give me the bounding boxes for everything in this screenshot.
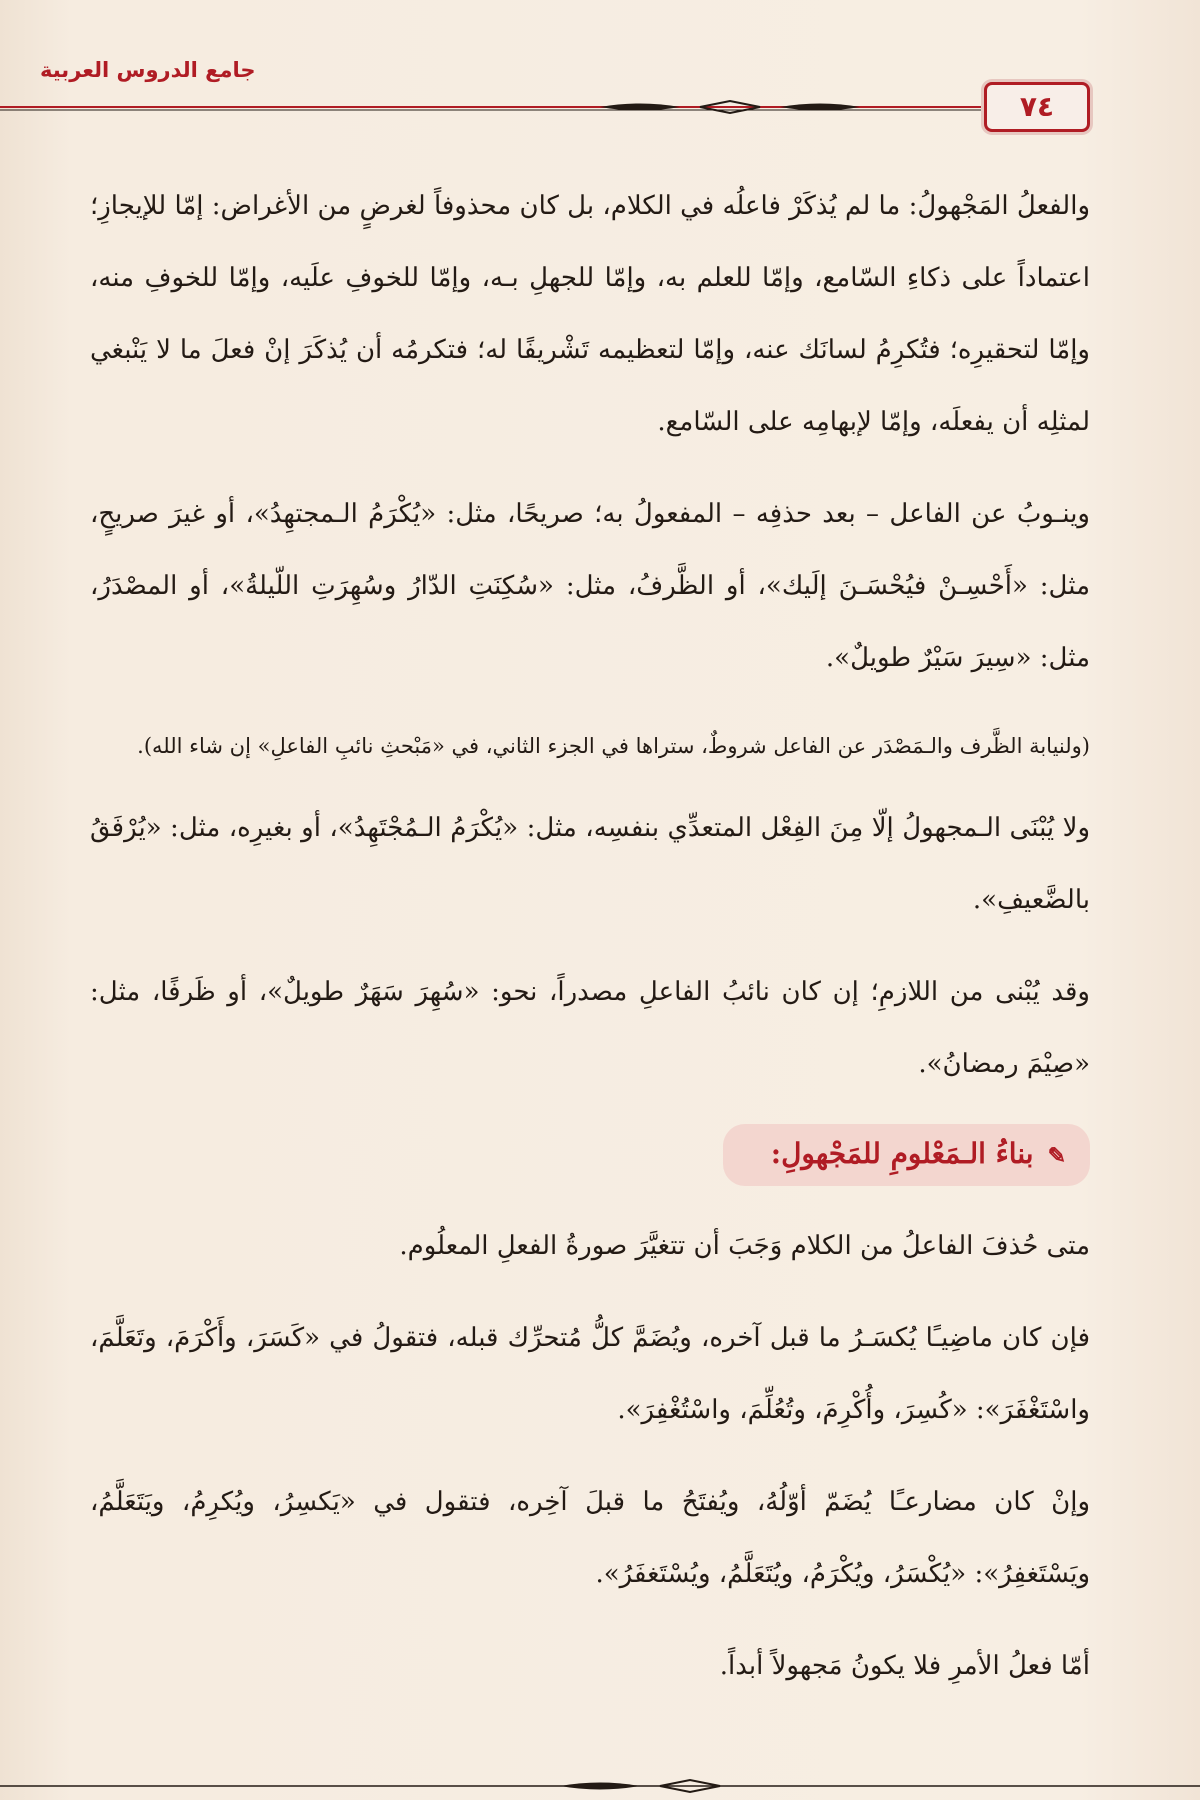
paragraph-note: (ولنيابة الظَّرف والـمَصْدَر عن الفاعل شروطٌ، ستراها في الجزء الثاني، في «مَبْحثِ نائبِ الفاعلِ» إن شاء الله). — [137, 734, 1090, 758]
paragraph-imperative-rule: أمّا فعلُ الأمرِ فلا يكونُ مَجهولاً أبداً. — [719, 1651, 1090, 1681]
page-header — [0, 0, 1200, 140]
page-number: ٧٤ — [984, 82, 1090, 132]
page-content — [90, 170, 1090, 1722]
pen-icon: ✎ — [1047, 1143, 1066, 1169]
paragraph-passive-verb-definition: والفعلُ المَجْهولُ: ما لم يُذكَرْ فاعلُه في الكلام، بل كان محذوفاً لغرضٍ من الأغراض: إمّا للإيجازِ؛ اعتماداً على ذكاءِ السّامع، وإمّا للعلم به، وإمّا للجهلِ بـه، وإمّا للخوفِ علَيه، وإمّا للخوفِ منه، وإمّا لتحقيرِه؛ فتُكرِمُ لسانَك عنه، وإمّا لتعظيمه تَشْريفًا له؛ فتكرمُه أن يُذكَرَ إنْ فعلَ ما لا يَنْبغي لمثلِه أن يفعلَه، وإمّا لإبهامِه على السّامع. — [89, 191, 1090, 437]
header-ornament-rule — [0, 100, 985, 114]
section-heading-text: بناءُ الـمَعْلومِ للمَجْهولِ: — [770, 1137, 1034, 1170]
section-heading — [723, 1124, 1090, 1186]
paragraph-subject-substitutes: وينـوبُ عن الفاعل – بعد حذفِه – المفعولُ به؛ صريحًا، مثل: «يُكْرَمُ الـمجتهِدُ»، أو غيرَ صريحٍ، مثل: «أَحْسِـنْ فيُحْسَـنَ إلَيك»، أو الظَّرفُ، مثل: «سُكِنَتِ الدّارُ وسُهِرَتِ اللّيلةُ»، أو المصْدَرُ، مثل: «سِيرَ سَيْرٌ طويلٌ». — [90, 499, 1090, 673]
paragraph-transitive-only: ولا يُبْنَى الـمجهولُ إلّا مِنَ الفِعْل المتعدِّي بنفسِه، مثل: «يُكْرَمُ الـمُجْتَهِدُ»، أو بغيرِه، مثل: «يُرْفَقُ بالضَّعيفِ». — [90, 813, 1090, 915]
paragraph-past-tense-rule: فإن كان ماضِيـًا يُكسَـرُ ما قبل آخره، ويُضَمَّ كلُّ مُتحرِّك قبله، فتقولُ في «كَسَرَ، وأَكْرَمَ، وتَعَلَّمَ، واسْتَغْفَرَ»: «كُسِرَ، وأُكْرِمَ، وتُعُلِّمَ، واسْتُغْفِرَ». — [90, 1323, 1090, 1425]
paragraph-form-change: متى حُذفَ الفاعلُ من الكلام وَجَبَ أن تتغيَّرَ صورةُ الفعلِ المعلُوم. — [399, 1231, 1090, 1261]
book-title: جامع الدروس العربية — [40, 58, 256, 82]
paragraph-intransitive-cases: وقد يُبْنى من اللازمِ؛ إن كان نائبُ الفاعلِ مصدراً، نحو: «سُهِرَ سَهَرٌ طويلٌ»، أو ظَرفًا، مثل: «صِيْمَ رمضانُ». — [90, 977, 1090, 1079]
footer-ornament-rule — [0, 1778, 1200, 1794]
paragraph-present-tense-rule: وإنْ كان مضارعـًا يُضَمّ أوّلُهُ، ويُفتَحُ ما قبلَ آخِره، فتقول في «يَكسِرُ، ويُكرِمُ، ويَتَعَلَّمُ، ويَسْتَغفِرُ»: «يُكْسَرُ، ويُكْرَمُ، ويُتَعَلَّمُ، ويُسْتَغفَرُ». — [90, 1487, 1090, 1589]
